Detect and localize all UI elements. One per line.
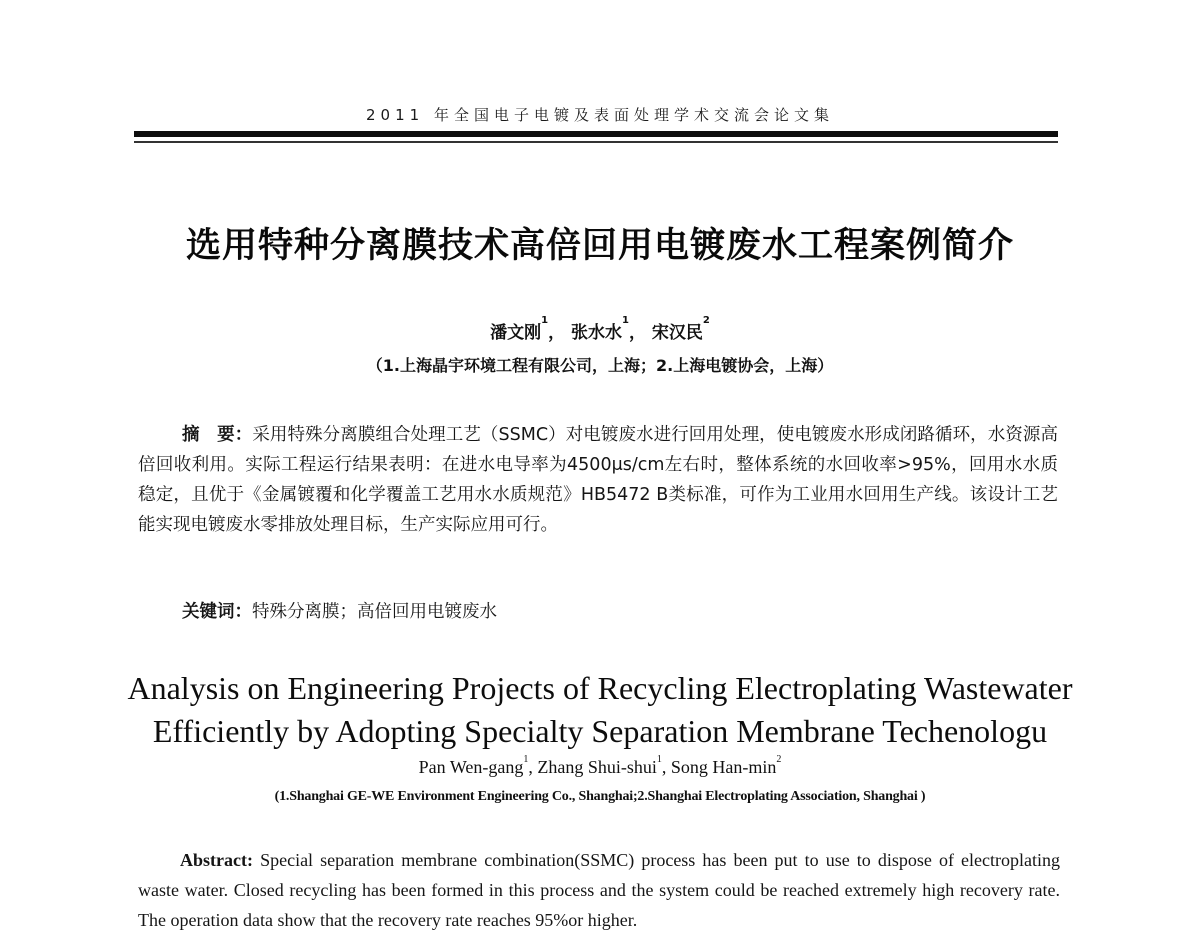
header-rule-thin [134, 141, 1058, 143]
author-name: 张水水 [571, 323, 623, 343]
header-rule-thick [134, 131, 1058, 137]
author-name: 潘文刚 [490, 323, 542, 343]
abstract-cn-label: 摘 要： [182, 425, 253, 445]
author-affil-mark: 1 [523, 754, 529, 765]
keywords-cn-text: 特殊分离膜；高倍回用电镀废水 [252, 602, 497, 622]
author-affil-mark: 1 [656, 754, 662, 765]
author-separator: , [528, 757, 538, 777]
affiliation-cn: （1.上海晶宇环境工程有限公司，上海；2.上海电镀协会，上海） [366, 356, 834, 375]
author-affil-mark: 1 [541, 315, 549, 326]
affiliation-en: (1.Shanghai GE-WE Environment Engineering Co., Shanghai;2.Shanghai Electroplating Association, Shanghai ) [274, 789, 926, 804]
author-separator: , [661, 757, 671, 777]
keywords-cn-label: 关键词： [182, 602, 252, 622]
paper-title-en-line: Efficiently by Adopting Specialty Separation Membrane Techenologu [152, 713, 1048, 749]
author-name: Song Han-min [670, 757, 777, 777]
author-separator: ， [628, 323, 646, 343]
paper-title-cn: 选用特种分离膜技术高倍回用电镀废水工程案例简介 [185, 225, 1014, 266]
abstract-en [138, 845, 1060, 935]
author-affil-mark: 1 [622, 315, 629, 326]
author-name: 宋汉民 [651, 323, 703, 343]
author-name: Zhang Shui-shui [537, 757, 657, 777]
paper-title-en [0, 667, 1200, 753]
keywords-cn [182, 598, 497, 623]
paper-title-en-line: Analysis on Engineering Projects of Recycling Electroplating Wastewater [127, 670, 1073, 706]
abstract-en-text: Special separation membrane combination(SSMC) process has been put to use to dispose of electroplating waste water. Closed recycling has been formed in this process and the system could be reached extremely high recovery rate. The operation data show that the recovery rate reaches 95%or higher. [138, 850, 1060, 930]
author-name: Pan Wen-gang [418, 757, 524, 777]
abstract-en-label: Abstract: [180, 850, 253, 870]
author-list-en [0, 754, 1200, 778]
abstract-cn [138, 420, 1058, 540]
author-affil-mark: 2 [702, 315, 710, 326]
running-header: 2011 年全国电子电镀及表面处理学术交流会论文集 [366, 106, 834, 124]
author-list-cn [0, 315, 1200, 343]
abstract-cn-text: 采用特殊分离膜组合处理工艺（SSMC）对电镀废水进行回用处理，使电镀废水形成闭路循环，水资源高倍回收利用。实际工程运行结果表明：在进水电导率为4500μs/cm左右时，整体系统的水回收率>95%，回用水水质稳定，且优于《金属镀覆和化学覆盖工艺用水水质规范》HB5472 B类标准，可作为工业用水回用生产线。该设计工艺能实现电镀废水零排放处理目标，生产实际应用可行。 [138, 425, 1058, 535]
author-separator: ， [548, 323, 566, 343]
author-affil-mark: 2 [776, 754, 782, 765]
